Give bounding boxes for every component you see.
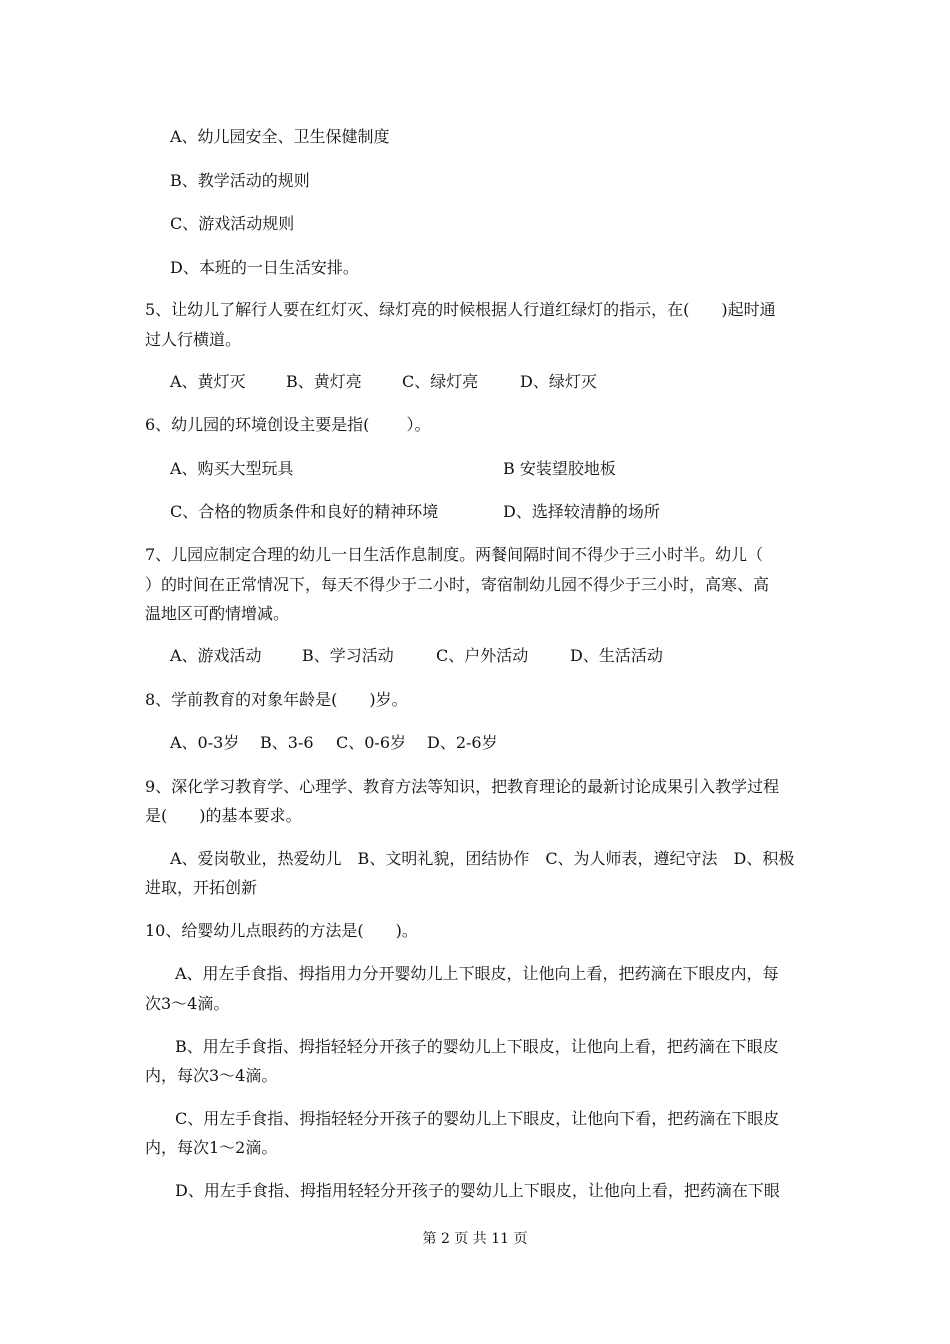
q4-option-d: D、本班的一日生活安排。 (170, 258, 359, 277)
q5-option-b: B、黄灯亮 (286, 372, 362, 391)
q7-stem-line3: 温地区可酌情增减。 (145, 604, 290, 623)
q7-stem-line2: ）的时间在正常情况下，每天不得少于二小时，寄宿制幼儿园不得少于三小时，高寒、高 (145, 575, 770, 594)
page-number-footer: 第 2 页 共 11 页 (422, 1231, 528, 1247)
q4-option-b: B、教学活动的规则 (170, 171, 310, 190)
q7-option-d: D、生活活动 (570, 646, 663, 665)
q10-option-d-line1: D、用左手食指、拇指用轻轻分开孩子的婴幼儿上下眼皮，让他向上看，把药滴在下眼 (175, 1181, 780, 1200)
q4-option-c: C、游戏活动规则 (170, 214, 295, 233)
q10-option-b-line2: 内，每次3～4滴。 (145, 1066, 278, 1085)
q5-option-d: D、绿灯灭 (520, 372, 597, 391)
q10-option-a-line1: A、用左手食指、拇指用力分开婴幼儿上下眼皮，让他向上看，把药滴在下眼皮内，每 (175, 964, 779, 983)
q7-option-a: A、游戏活动 (170, 646, 262, 665)
q6-stem: 6、幼儿园的环境创设主要是指( ）。 (145, 415, 431, 434)
q8-option-c: C、0-6岁 (336, 733, 407, 752)
q9-stem-line2: 是( )的基本要求。 (145, 806, 302, 825)
q10-option-a-line2: 次3～4滴。 (145, 994, 230, 1013)
q9-stem-line1: 9、深化学习教育学、心理学、教育方法等知识，把教育理论的最新讨论成果引入教学过程 (145, 777, 780, 796)
q8-stem: 8、学前教育的对象年龄是( )岁。 (145, 690, 408, 709)
q7-option-b: B、学习活动 (302, 646, 394, 665)
q4-option-a: A、幼儿园安全、卫生保健制度 (170, 127, 390, 146)
q5-option-c: C、绿灯亮 (402, 372, 479, 391)
q5-stem-line1: 5、让幼儿了解行人要在红灯灭、绿灯亮的时候根据人行道红绿灯的指示，在( )起时通 (145, 300, 776, 319)
q9-options-line2: 进取，开拓创新 (145, 878, 258, 897)
q7-stem-line1: 7、儿园应制定合理的幼儿一日生活作息制度。两餐间隔时间不得少于三小时半。幼儿（ (145, 545, 764, 564)
q5-option-a: A、黄灯灭 (170, 372, 246, 391)
q6-option-d: D、选择较清静的场所 (503, 502, 660, 521)
q10-option-c-line2: 内，每次1～2滴。 (145, 1138, 278, 1157)
q6-option-b: B 安装望胶地板 (503, 459, 616, 478)
q8-option-b: B、3-6 (260, 733, 314, 752)
q10-option-b-line1: B、用左手食指、拇指轻轻分开孩子的婴幼儿上下眼皮，让他向上看，把药滴在下眼皮 (175, 1037, 779, 1056)
q6-option-c: C、合格的物质条件和良好的精神环境 (170, 502, 439, 521)
q7-option-c: C、户外活动 (436, 646, 529, 665)
q8-option-d: D、2-6岁 (427, 733, 498, 752)
q10-stem: 10、给婴幼儿点眼药的方法是( )。 (145, 921, 418, 940)
q9-options-line1: A、爱岗敬业，热爱幼儿 B、文明礼貌，团结协作 C、为人师表，遵纪守法 D、积极 (170, 849, 795, 868)
q10-option-c-line1: C、用左手食指、拇指轻轻分开孩子的婴幼儿上下眼皮，让他向下看，把药滴在下眼皮 (175, 1109, 780, 1128)
q5-stem-line2: 过人行横道。 (145, 330, 242, 349)
q8-option-a: A、0-3岁 (170, 733, 240, 752)
q6-option-a: A、购买大型玩具 (170, 459, 294, 478)
